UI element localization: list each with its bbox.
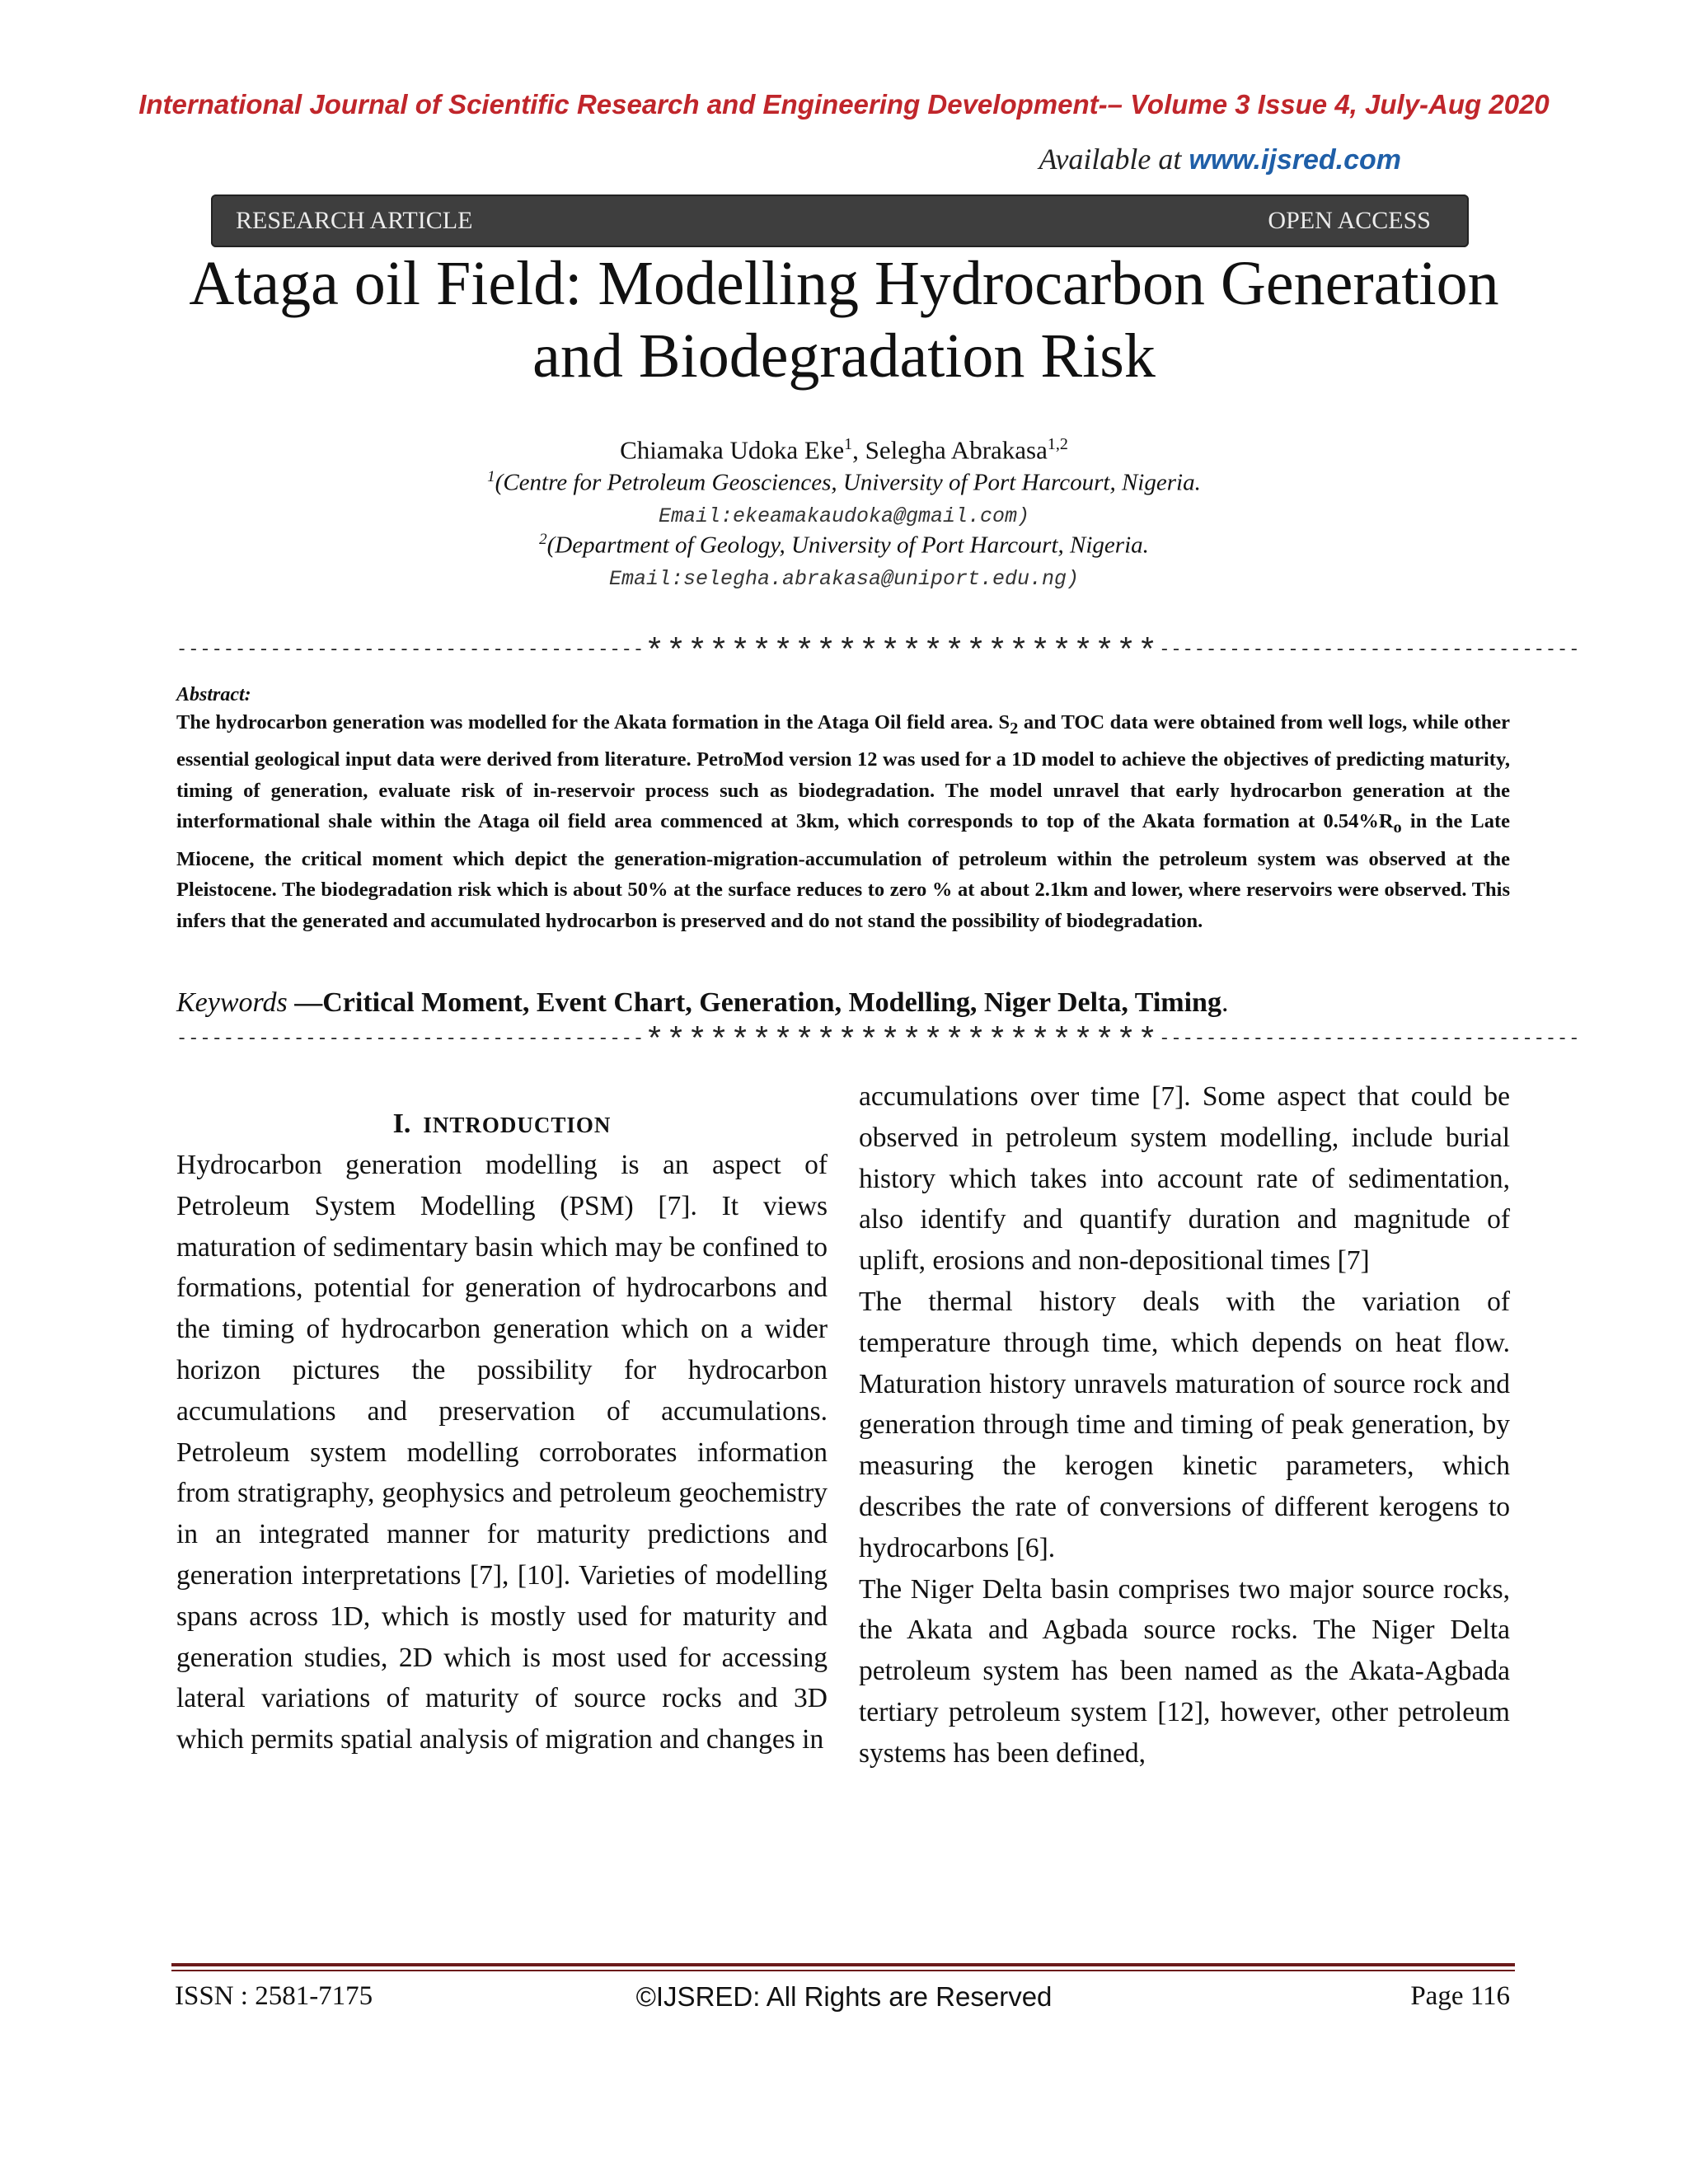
affiliation bbox=[0, 531, 1688, 560]
right-column bbox=[859, 1076, 1510, 1774]
footer-page-number: Page 116 bbox=[1410, 1981, 1510, 2011]
subscript: o bbox=[1393, 818, 1402, 837]
abstract-body bbox=[176, 707, 1510, 936]
abstract-text: The hydrocarbon generation was modelled for the Akata formation in the Ataga Oil field area. S bbox=[176, 711, 1010, 733]
paragraph: Hydrocarbon generation modelling is an aspect of Petroleum System Modelling (PSM) [7]. It views maturation of sedimentary basin which may be confined to formations, potential for generation of hydrocarbons and the timing of hydrocarbon generation which on a wider horizon pictures the possibility for hydrocarbon accumulations and preservation of accumulations. Petroleum system modelling corroborates information from stratigraphy, geophysics and petroleum geochemistry in an integrated manner for maturity predictions and generation interpretations [7], [10]. Varieties of modelling spans across 1D, which is mostly used for maturity and generation studies, 2D which is most used for accessing lateral variations of maturity of source rocks and 3D which permits spatial analysis of migration and changes in bbox=[176, 1150, 828, 1755]
email-close: ) bbox=[1067, 567, 1080, 591]
section-heading bbox=[176, 1108, 828, 1141]
author-name: Chiamaka Udoka Eke bbox=[620, 435, 845, 465]
banner-research-article: RESEARCH ARTICLE bbox=[236, 207, 473, 234]
divider-dashes: ------------------------------------ bbox=[1159, 640, 1581, 660]
divider-dashes: ------------------------------------ bbox=[1159, 1029, 1581, 1049]
subscript: 2 bbox=[1010, 719, 1019, 738]
availability-line bbox=[1039, 142, 1401, 176]
email-close: ) bbox=[1017, 504, 1030, 528]
paper-title-line2: and Biodegradation Risk bbox=[532, 321, 1156, 391]
journal-header: International Journal of Scientific Research and Engineering Development-– Volume 3 Issue 4, July-Aug 2020 bbox=[138, 89, 1550, 120]
section-divider bbox=[176, 635, 1581, 672]
footer-rule bbox=[171, 1970, 1515, 1971]
footer-copyright: ©IJSRED: All Rights are Reserved bbox=[635, 1981, 1053, 2012]
paragraph: The Niger Delta basin comprises two major source rocks, the Akata and Agbada source rocks. The Niger Delta petroleum system has been named as the Akata-Agbada tertiary petroleum system [12], however, other petroleum systems has been defined, bbox=[859, 1573, 1510, 1769]
email-address[interactable]: Email:ekeamakaudoka@gmail.com bbox=[658, 504, 1018, 528]
keywords-label: Keywords bbox=[176, 987, 288, 1018]
divider-dashes: ---------------------------------------- bbox=[176, 1029, 645, 1049]
author-affil-mark: 1 bbox=[844, 435, 853, 453]
paper-title-line1: Ataga oil Field: Modelling Hydrocarbon Generation bbox=[189, 249, 1499, 318]
abstract-text: in the Late Miocene, the critical moment which depict the generation-migration-accumulation of petroleum within the petroleum system was observed at the Pleistocene. The biodegradation risk which is about 50% at the surface reduces to zero % at about 2.1km and lower, where reservoirs were observed. This infers that the generated and accumulated hydrocarbon is preserved and do not stand the possibility of biodegradation. bbox=[176, 810, 1510, 932]
author-name: Selegha Abrakasa bbox=[865, 435, 1048, 465]
affil-mark: 2 bbox=[539, 531, 547, 548]
footer-rule bbox=[171, 1963, 1515, 1966]
author-list bbox=[0, 435, 1688, 465]
keywords bbox=[176, 987, 1512, 1019]
author-affil-mark: 1,2 bbox=[1047, 435, 1068, 453]
affil-mark: 1 bbox=[487, 468, 495, 485]
divider-stars: ************************ bbox=[645, 1024, 1160, 1061]
affiliation bbox=[0, 468, 1688, 497]
divider-dashes: ---------------------------------------- bbox=[176, 640, 645, 660]
keywords-end: . bbox=[1221, 987, 1229, 1018]
author-email bbox=[0, 504, 1688, 528]
paragraph: The thermal history deals with the variation of temperature through time, which depends on heat flow. Maturation history unravels maturation of source rock and generation through time and timing of peak generation, by measuring the kerogen kinetic parameters, which describes the rate of conversions of different kerogens to hydrocarbons [6]. bbox=[859, 1286, 1510, 1563]
left-column bbox=[176, 1080, 828, 1760]
author-separator: , bbox=[852, 435, 865, 465]
paragraph: accumulations over time [7]. Some aspect that could be observed in petroleum system modelling, include burial history which takes into account rate of sedimentation, also identify and quantify duration and magnitude of uplift, erosions and non-depositional times [7] bbox=[859, 1081, 1510, 1277]
abstract-label: Abstract: bbox=[176, 684, 251, 705]
keywords-list: —Critical Moment, Event Chart, Generation, Modelling, Niger Delta, Timing bbox=[287, 987, 1221, 1018]
section-title: INTRODUCTION bbox=[423, 1113, 612, 1137]
section-number: I. bbox=[392, 1108, 411, 1139]
footer-issn: ISSN : 2581-7175 bbox=[175, 1981, 373, 2011]
email-address[interactable]: Email:selegha.abrakasa@uniport.edu.ng bbox=[608, 567, 1067, 591]
section-divider bbox=[176, 1024, 1581, 1061]
divider-stars: ************************ bbox=[645, 635, 1160, 672]
banner-open-access: OPEN ACCESS bbox=[1268, 207, 1431, 234]
affil-text: (Department of Geology, University of Port Harcourt, Nigeria. bbox=[546, 532, 1149, 559]
available-prefix: Available at bbox=[1039, 143, 1189, 176]
abstract-text: and TOC data were obtained from well logs, while other essential geological input data were derived from literature. PetroMod version 12 was used for a 1D model to achieve the objectives of predicting maturity, timing of generation, evaluate risk of in-reservoir process such as biodegradation. The model unravel that early hydrocarbon generation at the interformational shale within the Ataga oil field area commenced at 3km, which corresponds to top of the Akata formation at 0.54%R bbox=[176, 711, 1510, 833]
article-type-banner bbox=[211, 194, 1469, 247]
affil-text: (Centre for Petroleum Geosciences, University of Port Harcourt, Nigeria. bbox=[495, 469, 1201, 496]
paper-title bbox=[124, 247, 1564, 392]
author-email bbox=[0, 567, 1688, 591]
journal-website-link[interactable]: www.ijsred.com bbox=[1189, 144, 1401, 176]
